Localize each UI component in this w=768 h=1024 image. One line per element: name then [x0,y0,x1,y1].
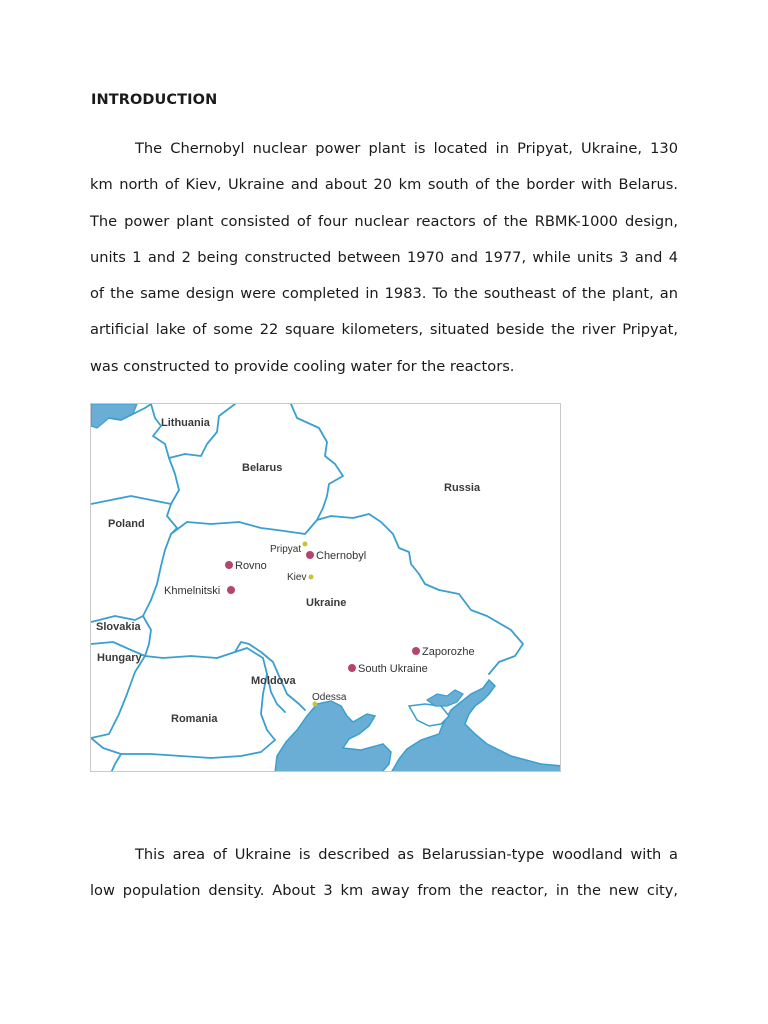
label-hungary: Hungary [97,652,142,664]
label-russia: Russia [444,482,481,494]
kiev-marker [309,575,314,580]
black-sea [275,701,391,772]
label-pripyat: Pripyat [270,544,302,555]
paragraph-line: artificial lake of some 22 square kilometers, situated beside the river Pripyat, [90,321,678,339]
crimea-coast [409,704,449,726]
paragraph-line: low population density. About 3 km away from the reactor, in the new city, [90,882,678,900]
label-khmelnitski: Khmelnitski [164,585,221,597]
zaporozhe-marker [412,647,420,655]
label-romania: Romania [171,713,218,725]
ukraine-map-figure [90,403,561,772]
ukraine-map [91,404,561,772]
label-chernobyl: Chernobyl [316,550,367,562]
black-sea-east [391,680,561,772]
label-zaporozhe: Zaporozhe [422,646,475,658]
label-odessa: Odessa [312,692,347,703]
label-ukraine: Ukraine [306,597,347,609]
paragraph-line: The Chernobyl nuclear power plant is located in Pripyat, Ukraine, 130 [135,140,678,157]
label-south-ukraine: South Ukraine [358,663,428,675]
label-kiev: Kiev [287,572,307,583]
label-belarus: Belarus [242,462,283,474]
label-slovakia: Slovakia [96,621,141,633]
paragraph-line: units 1 and 2 being constructed between 1970 and 1977, while units 3 and 4 [90,248,678,266]
label-rovno: Rovno [235,560,267,572]
paragraph-area [90,837,678,910]
rovno-marker [225,561,233,569]
city-markers [303,542,318,707]
sea-of-azov [427,690,463,706]
paragraph-line: The power plant consisted of four nuclear reactors of the RBMK-1000 design, [90,212,678,230]
chernobyl-marker [306,551,314,559]
paragraph-line: This area of Ukraine is described as Belarussian-type woodland with a [135,846,678,863]
paragraph-intro [90,131,678,385]
south-ukraine-marker [348,664,356,672]
paragraph-line: km north of Kiev, Ukraine and about 20 km south of the border with Belarus. [90,176,678,194]
section-heading: INTRODUCTION [91,92,218,108]
pripyat-marker [303,542,308,547]
label-poland: Poland [108,518,145,530]
khmelnitski-marker [227,586,235,594]
paragraph-line: was constructed to provide cooling water for the reactors. [90,357,515,375]
paragraph-line: of the same design were completed in 1983. To the southeast of the plant, an [90,285,678,303]
label-lithuania: Lithuania [161,417,210,429]
label-moldova: Moldova [251,675,296,687]
